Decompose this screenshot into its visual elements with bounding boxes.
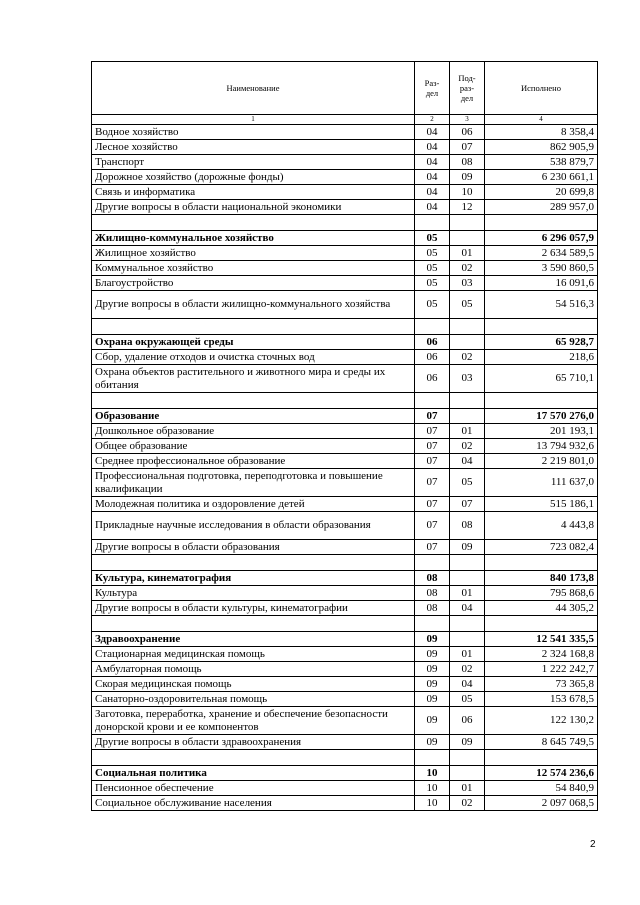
row-section-code: 04: [415, 125, 450, 140]
row-executed-amount: 1 222 242,7: [485, 662, 598, 677]
row-name: Другие вопросы в области культуры, кинематографии: [92, 601, 415, 616]
empty-cell: [415, 319, 450, 335]
row-subsection-code: 08: [450, 512, 485, 540]
row-subsection-code: 09: [450, 735, 485, 750]
column-number-row: [92, 115, 598, 125]
table-body: [92, 125, 598, 811]
row-executed-amount: 73 365,8: [485, 677, 598, 692]
table-section-row: [92, 231, 598, 246]
row-name: Дошкольное образование: [92, 424, 415, 439]
empty-cell: [485, 215, 598, 231]
table-section-row: [92, 766, 598, 781]
row-section-code: 06: [415, 365, 450, 393]
row-name: Охрана окружающей среды: [92, 335, 415, 350]
row-executed-amount: 862 905,9: [485, 140, 598, 155]
row-subsection-code: 03: [450, 365, 485, 393]
row-name: Жилищно-коммунальное хозяйство: [92, 231, 415, 246]
table-row: [92, 586, 598, 601]
row-name: Амбулаторная помощь: [92, 662, 415, 677]
row-name: Социальное обслуживание населения: [92, 796, 415, 811]
table-spacer-row: [92, 616, 598, 632]
row-executed-amount: 2 634 589,5: [485, 246, 598, 261]
empty-cell: [92, 555, 415, 571]
row-name: Дорожное хозяйство (дорожные фонды): [92, 170, 415, 185]
empty-cell: [450, 555, 485, 571]
row-subsection-code: [450, 632, 485, 647]
table-row: [92, 200, 598, 215]
row-name: Связь и информатика: [92, 185, 415, 200]
row-executed-amount: 65 928,7: [485, 335, 598, 350]
header-subsection: Под- раз- дел: [450, 62, 485, 115]
row-section-code: 09: [415, 647, 450, 662]
row-section-code: 09: [415, 677, 450, 692]
row-section-code: 10: [415, 766, 450, 781]
row-name: Транспорт: [92, 155, 415, 170]
row-section-code: 10: [415, 781, 450, 796]
row-subsection-code: 02: [450, 261, 485, 276]
empty-cell: [415, 393, 450, 409]
row-executed-amount: 289 957,0: [485, 200, 598, 215]
row-name: Другие вопросы в области жилищно-коммунального хозяйства: [92, 291, 415, 319]
row-section-code: 08: [415, 571, 450, 586]
row-name: Жилищное хозяйство: [92, 246, 415, 261]
row-subsection-code: [450, 335, 485, 350]
row-executed-amount: 4 443,8: [485, 512, 598, 540]
header-executed: Исполнено: [485, 62, 598, 115]
empty-cell: [450, 215, 485, 231]
row-executed-amount: 840 173,8: [485, 571, 598, 586]
row-subsection-code: 01: [450, 424, 485, 439]
table-spacer-row: [92, 555, 598, 571]
row-subsection-code: 03: [450, 276, 485, 291]
table-row: [92, 601, 598, 616]
row-name: Среднее профессиональное образование: [92, 454, 415, 469]
row-executed-amount: 16 091,6: [485, 276, 598, 291]
table-row: [92, 707, 598, 735]
empty-cell: [92, 393, 415, 409]
row-section-code: 10: [415, 796, 450, 811]
table-row: [92, 497, 598, 512]
row-subsection-code: 02: [450, 662, 485, 677]
row-executed-amount: 65 710,1: [485, 365, 598, 393]
column-number: 4: [485, 115, 598, 125]
table-row: [92, 155, 598, 170]
table-row: [92, 796, 598, 811]
row-section-code: 07: [415, 409, 450, 424]
empty-cell: [415, 215, 450, 231]
row-executed-amount: 2 097 068,5: [485, 796, 598, 811]
row-section-code: 05: [415, 291, 450, 319]
row-subsection-code: 01: [450, 246, 485, 261]
row-subsection-code: 02: [450, 439, 485, 454]
row-subsection-code: 01: [450, 586, 485, 601]
row-name: Заготовка, переработка, хранение и обеспечение безопасности донорской крови и ее компонентов: [92, 707, 415, 735]
row-subsection-code: 05: [450, 469, 485, 497]
table-row: [92, 781, 598, 796]
row-name: Санаторно-оздоровительная помощь: [92, 692, 415, 707]
table-row: [92, 662, 598, 677]
row-section-code: 06: [415, 335, 450, 350]
table-row: [92, 647, 598, 662]
row-executed-amount: 3 590 860,5: [485, 261, 598, 276]
row-subsection-code: 12: [450, 200, 485, 215]
row-section-code: 05: [415, 261, 450, 276]
row-name: Прикладные научные исследования в области образования: [92, 512, 415, 540]
row-name: Другие вопросы в области национальной экономики: [92, 200, 415, 215]
table-section-row: [92, 335, 598, 350]
row-executed-amount: 20 699,8: [485, 185, 598, 200]
empty-cell: [415, 616, 450, 632]
table-row: [92, 512, 598, 540]
row-name: Культура: [92, 586, 415, 601]
table-spacer-row: [92, 215, 598, 231]
table-row: [92, 350, 598, 365]
row-name: Культура, кинематография: [92, 571, 415, 586]
row-subsection-code: 09: [450, 540, 485, 555]
empty-cell: [485, 750, 598, 766]
row-executed-amount: 538 879,7: [485, 155, 598, 170]
row-section-code: 09: [415, 692, 450, 707]
table-row: [92, 185, 598, 200]
column-number: 1: [92, 115, 415, 125]
row-executed-amount: 8 645 749,5: [485, 735, 598, 750]
table-row: [92, 677, 598, 692]
row-section-code: 07: [415, 424, 450, 439]
row-name: Лесное хозяйство: [92, 140, 415, 155]
row-subsection-code: 02: [450, 350, 485, 365]
row-section-code: 05: [415, 246, 450, 261]
row-executed-amount: 723 082,4: [485, 540, 598, 555]
row-section-code: 06: [415, 350, 450, 365]
row-section-code: 07: [415, 512, 450, 540]
row-name: Молодежная политика и оздоровление детей: [92, 497, 415, 512]
table-row: [92, 246, 598, 261]
column-number: 2: [415, 115, 450, 125]
row-name: Благоустройство: [92, 276, 415, 291]
header-section: Раз- дел: [415, 62, 450, 115]
empty-cell: [450, 616, 485, 632]
row-section-code: 09: [415, 632, 450, 647]
table-spacer-row: [92, 393, 598, 409]
table-row: [92, 454, 598, 469]
row-executed-amount: 2 219 801,0: [485, 454, 598, 469]
row-subsection-code: [450, 571, 485, 586]
table-row: [92, 170, 598, 185]
row-subsection-code: 01: [450, 781, 485, 796]
row-subsection-code: 08: [450, 155, 485, 170]
row-section-code: 09: [415, 662, 450, 677]
row-name: Другие вопросы в области здравоохранения: [92, 735, 415, 750]
row-section-code: 09: [415, 735, 450, 750]
empty-cell: [92, 319, 415, 335]
row-executed-amount: 218,6: [485, 350, 598, 365]
row-executed-amount: 2 324 168,8: [485, 647, 598, 662]
row-subsection-code: 07: [450, 140, 485, 155]
row-subsection-code: [450, 409, 485, 424]
column-number: 3: [450, 115, 485, 125]
row-executed-amount: 8 358,4: [485, 125, 598, 140]
row-section-code: 05: [415, 276, 450, 291]
row-name: Коммунальное хозяйство: [92, 261, 415, 276]
table-row: [92, 692, 598, 707]
empty-cell: [485, 555, 598, 571]
row-executed-amount: 201 193,1: [485, 424, 598, 439]
table-row: [92, 540, 598, 555]
row-name: Сбор, удаление отходов и очистка сточных вод: [92, 350, 415, 365]
row-section-code: 07: [415, 540, 450, 555]
row-subsection-code: 05: [450, 692, 485, 707]
row-subsection-code: 06: [450, 125, 485, 140]
row-name: Здравоохранение: [92, 632, 415, 647]
row-subsection-code: 04: [450, 454, 485, 469]
row-name: Пенсионное обеспечение: [92, 781, 415, 796]
row-executed-amount: 12 574 236,6: [485, 766, 598, 781]
row-name: Стационарная медицинская помощь: [92, 647, 415, 662]
empty-cell: [92, 215, 415, 231]
row-section-code: 08: [415, 601, 450, 616]
row-executed-amount: 153 678,5: [485, 692, 598, 707]
row-name: Профессиональная подготовка, переподготовка и повышение квалификации: [92, 469, 415, 497]
table-row: [92, 125, 598, 140]
row-executed-amount: 13 794 932,6: [485, 439, 598, 454]
row-subsection-code: 02: [450, 796, 485, 811]
table-section-row: [92, 409, 598, 424]
table-row: [92, 424, 598, 439]
empty-cell: [485, 319, 598, 335]
empty-cell: [450, 393, 485, 409]
row-subsection-code: 01: [450, 647, 485, 662]
row-executed-amount: 6 296 057,9: [485, 231, 598, 246]
empty-cell: [485, 616, 598, 632]
empty-cell: [450, 750, 485, 766]
row-subsection-code: 06: [450, 707, 485, 735]
table-row: [92, 439, 598, 454]
row-section-code: 04: [415, 200, 450, 215]
row-section-code: 04: [415, 140, 450, 155]
row-name: Образование: [92, 409, 415, 424]
row-executed-amount: 515 186,1: [485, 497, 598, 512]
row-section-code: 04: [415, 170, 450, 185]
row-name: Скорая медицинская помощь: [92, 677, 415, 692]
row-name: Охрана объектов растительного и животного мира и среды их обитания: [92, 365, 415, 393]
row-executed-amount: 122 130,2: [485, 707, 598, 735]
row-section-code: 08: [415, 586, 450, 601]
row-executed-amount: 795 868,6: [485, 586, 598, 601]
row-executed-amount: 17 570 276,0: [485, 409, 598, 424]
page-number: 2: [590, 839, 596, 850]
empty-cell: [415, 750, 450, 766]
row-executed-amount: 54 840,9: [485, 781, 598, 796]
row-name: Другие вопросы в области образования: [92, 540, 415, 555]
empty-cell: [415, 555, 450, 571]
row-subsection-code: 05: [450, 291, 485, 319]
row-subsection-code: 10: [450, 185, 485, 200]
row-subsection-code: 04: [450, 601, 485, 616]
empty-cell: [450, 319, 485, 335]
empty-cell: [92, 750, 415, 766]
row-executed-amount: 54 516,3: [485, 291, 598, 319]
row-section-code: 09: [415, 707, 450, 735]
empty-cell: [92, 616, 415, 632]
row-section-code: 07: [415, 454, 450, 469]
row-section-code: 07: [415, 439, 450, 454]
table-row: [92, 735, 598, 750]
table-row: [92, 140, 598, 155]
row-name: Социальная политика: [92, 766, 415, 781]
row-section-code: 07: [415, 469, 450, 497]
table-section-row: [92, 571, 598, 586]
row-section-code: 04: [415, 185, 450, 200]
table-spacer-row: [92, 750, 598, 766]
table-row: [92, 469, 598, 497]
table-row: [92, 276, 598, 291]
row-subsection-code: 07: [450, 497, 485, 512]
table-spacer-row: [92, 319, 598, 335]
row-executed-amount: 111 637,0: [485, 469, 598, 497]
row-executed-amount: 12 541 335,5: [485, 632, 598, 647]
table-row: [92, 365, 598, 393]
header-name: Наименование: [92, 62, 415, 115]
table-header-row: [92, 62, 598, 115]
row-subsection-code: [450, 231, 485, 246]
row-section-code: 05: [415, 231, 450, 246]
table-row: [92, 261, 598, 276]
empty-cell: [485, 393, 598, 409]
table-row: [92, 291, 598, 319]
row-subsection-code: 09: [450, 170, 485, 185]
row-name: Общее образование: [92, 439, 415, 454]
table-section-row: [92, 632, 598, 647]
row-executed-amount: 44 305,2: [485, 601, 598, 616]
row-executed-amount: 6 230 661,1: [485, 170, 598, 185]
row-section-code: 07: [415, 497, 450, 512]
row-subsection-code: [450, 766, 485, 781]
row-subsection-code: 04: [450, 677, 485, 692]
row-section-code: 04: [415, 155, 450, 170]
budget-table: [91, 61, 598, 811]
row-name: Водное хозяйство: [92, 125, 415, 140]
